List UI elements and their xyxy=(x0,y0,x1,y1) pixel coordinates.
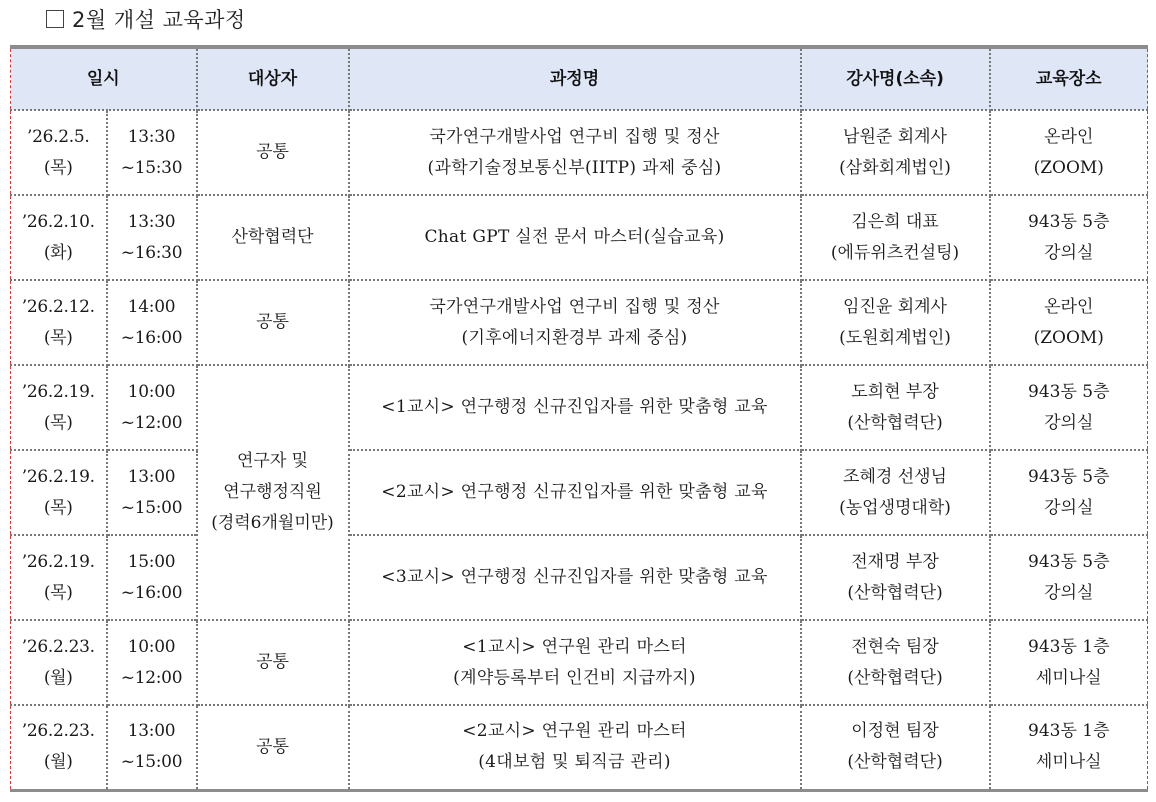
time-end: ~16:00 xyxy=(120,327,183,348)
target-text: 연구행정직원 xyxy=(223,482,322,502)
time-cell xyxy=(107,705,197,790)
target-cell xyxy=(197,365,349,620)
time-cell xyxy=(107,535,197,620)
time-cell xyxy=(107,620,197,705)
target-text: 공통 xyxy=(256,142,289,162)
course-date: ’26.2.23. xyxy=(21,721,95,742)
course-cell xyxy=(349,705,801,790)
course-name: (기후에너지환경부 과제 중심) xyxy=(461,327,688,348)
time-start: 15:00 xyxy=(127,551,176,572)
instructor-affiliation: (삼화회계법인) xyxy=(839,157,951,178)
time-start: 10:00 xyxy=(127,381,176,402)
course-date: ’26.2.19. xyxy=(21,551,95,572)
course-weekday: (목) xyxy=(43,157,73,178)
course-name: <1교시> 연구원 관리 마스터 xyxy=(462,636,687,657)
time-cell xyxy=(107,450,197,535)
course-name: Chat GPT 실전 문서 마스터(실습교육) xyxy=(424,227,725,247)
course-cell xyxy=(349,280,801,365)
location-cell xyxy=(990,450,1148,535)
location-text: 943동 1층 xyxy=(1028,721,1110,742)
header-datetime: 일시 xyxy=(11,47,197,110)
time-cell xyxy=(107,195,197,280)
table-body xyxy=(11,110,1148,790)
target-text: 공통 xyxy=(256,652,289,672)
date-cell xyxy=(11,110,107,195)
course-name: (계약등록부터 인건비 지급까지) xyxy=(453,667,696,688)
course-date: ’26.2.12. xyxy=(21,296,95,317)
table-row xyxy=(11,535,1148,620)
instructor-name: 이정현 팀장 xyxy=(851,721,939,742)
course-weekday: (화) xyxy=(43,242,73,263)
location-text: 온라인 xyxy=(1044,126,1094,147)
course-cell xyxy=(349,620,801,705)
instructor-cell xyxy=(801,620,990,705)
header-instructor: 강사명(소속) xyxy=(801,47,990,110)
location-text: 943동 5층 xyxy=(1028,466,1110,487)
header-location: 교육장소 xyxy=(990,47,1148,110)
course-schedule-table xyxy=(10,45,1148,792)
location-text: 943동 5층 xyxy=(1028,211,1110,232)
table-header-row xyxy=(11,47,1148,110)
target-cell xyxy=(197,280,349,365)
table-row xyxy=(11,450,1148,535)
course-cell xyxy=(349,195,801,280)
instructor-name: 조혜경 선생님 xyxy=(843,466,947,487)
location-cell xyxy=(990,195,1148,280)
course-weekday: (목) xyxy=(43,497,73,518)
instructor-cell xyxy=(801,450,990,535)
location-cell xyxy=(990,365,1148,450)
time-start: 13:00 xyxy=(127,466,176,487)
instructor-affiliation: (에듀위츠컨설팅) xyxy=(830,242,960,263)
time-end: ~15:00 xyxy=(120,752,183,773)
time-end: ~16:00 xyxy=(120,582,183,603)
instructor-affiliation: (산학협력단) xyxy=(847,412,943,433)
instructor-name: 임진윤 회계사 xyxy=(843,296,947,317)
instructor-name: 김은희 대표 xyxy=(851,211,939,232)
location-text: (ZOOM) xyxy=(1033,157,1104,178)
time-end: ~12:00 xyxy=(120,412,183,433)
target-text: 공통 xyxy=(256,736,289,757)
instructor-name: 전현숙 팀장 xyxy=(851,636,939,657)
course-name: (과학기술정보통신부(IITP) 과제 중심) xyxy=(427,157,722,178)
instructor-cell xyxy=(801,705,990,790)
section-heading xyxy=(46,4,246,34)
time-cell xyxy=(107,280,197,365)
instructor-name: 전재명 부장 xyxy=(851,551,939,572)
target-cell xyxy=(197,705,349,790)
target-text: 산학협력단 xyxy=(231,227,314,247)
location-cell xyxy=(990,535,1148,620)
date-cell xyxy=(11,450,107,535)
target-text: (경력6개월미만) xyxy=(211,513,334,533)
section-title-text: 2월 개설 교육과정 xyxy=(72,8,246,32)
time-start: 14:00 xyxy=(127,296,176,317)
table-row xyxy=(11,280,1148,365)
instructor-cell xyxy=(801,110,990,195)
location-text: 강의실 xyxy=(1044,242,1094,263)
table-row xyxy=(11,705,1148,790)
location-text: (ZOOM) xyxy=(1033,327,1104,348)
location-text: 943동 5층 xyxy=(1028,381,1110,402)
course-date: ’26.2.19. xyxy=(21,381,95,402)
date-cell xyxy=(11,705,107,790)
table-row xyxy=(11,365,1148,450)
location-cell xyxy=(990,705,1148,790)
target-cell xyxy=(197,620,349,705)
location-cell xyxy=(990,110,1148,195)
instructor-cell xyxy=(801,535,990,620)
course-weekday: (월) xyxy=(43,752,73,773)
location-text: 세미나실 xyxy=(1035,752,1102,773)
location-text: 강의실 xyxy=(1044,582,1094,603)
course-cell xyxy=(349,110,801,195)
time-end: ~15:00 xyxy=(120,497,183,518)
time-start: 10:00 xyxy=(127,636,176,657)
date-cell xyxy=(11,280,107,365)
time-start: 13:30 xyxy=(127,126,176,147)
date-cell xyxy=(11,620,107,705)
course-weekday: (목) xyxy=(43,582,73,603)
course-cell xyxy=(349,365,801,450)
location-text: 943동 5층 xyxy=(1028,551,1110,572)
header-target: 대상자 xyxy=(197,47,349,110)
instructor-cell xyxy=(801,195,990,280)
location-cell xyxy=(990,280,1148,365)
instructor-name: 도희현 부장 xyxy=(851,381,939,402)
course-date: ’26.2.19. xyxy=(21,466,95,487)
instructor-cell xyxy=(801,280,990,365)
course-weekday: (목) xyxy=(43,327,73,348)
time-start: 13:30 xyxy=(127,211,176,232)
instructor-affiliation: (농업생명대학) xyxy=(839,497,951,518)
course-cell xyxy=(349,450,801,535)
course-date: ’26.2.10. xyxy=(21,211,95,232)
course-date: ’26.2.23. xyxy=(21,636,95,657)
course-date: ’26.2.5. xyxy=(27,126,90,147)
location-text: 943동 1층 xyxy=(1028,636,1110,657)
instructor-cell xyxy=(801,365,990,450)
date-cell xyxy=(11,365,107,450)
course-name: <3교시> 연구행정 신규진입자를 위한 맞춤형 교육 xyxy=(381,567,768,587)
location-text: 강의실 xyxy=(1044,497,1094,518)
location-text: 강의실 xyxy=(1044,412,1094,433)
time-cell xyxy=(107,110,197,195)
target-cell xyxy=(197,110,349,195)
date-cell xyxy=(11,535,107,620)
header-course: 과정명 xyxy=(349,47,801,110)
table-row xyxy=(11,110,1148,195)
instructor-affiliation: (산학협력단) xyxy=(847,582,943,603)
instructor-affiliation: (산학협력단) xyxy=(847,752,943,773)
course-name: <2교시> 연구행정 신규진입자를 위한 맞춤형 교육 xyxy=(381,482,768,502)
location-text: 세미나실 xyxy=(1035,667,1102,688)
time-end: ~12:00 xyxy=(120,667,183,688)
time-end: ~15:30 xyxy=(120,157,183,178)
course-name: (4대보험 및 퇴직금 관리) xyxy=(478,752,671,773)
course-name: <2교시> 연구원 관리 마스터 xyxy=(462,721,687,742)
date-cell xyxy=(11,195,107,280)
target-text: 공통 xyxy=(256,312,289,332)
instructor-name: 남원준 회계사 xyxy=(843,126,947,147)
table-row xyxy=(11,195,1148,280)
table-row xyxy=(11,620,1148,705)
course-name: 국가연구개발사업 연구비 집행 및 정산 xyxy=(429,296,720,317)
course-weekday: (목) xyxy=(43,412,73,433)
instructor-affiliation: (산학협력단) xyxy=(847,667,943,688)
course-name: <1교시> 연구행정 신규진입자를 위한 맞춤형 교육 xyxy=(381,397,768,417)
target-cell xyxy=(197,195,349,280)
instructor-affiliation: (도원회계법인) xyxy=(839,327,951,348)
course-weekday: (월) xyxy=(43,667,73,688)
time-end: ~16:30 xyxy=(120,242,183,263)
location-text: 온라인 xyxy=(1044,296,1094,317)
target-text: 연구자 및 xyxy=(236,451,309,471)
location-cell xyxy=(990,620,1148,705)
time-start: 13:00 xyxy=(127,721,176,742)
checkbox-icon xyxy=(46,10,64,28)
course-cell xyxy=(349,535,801,620)
course-name: 국가연구개발사업 연구비 집행 및 정산 xyxy=(429,126,720,147)
time-cell xyxy=(107,365,197,450)
